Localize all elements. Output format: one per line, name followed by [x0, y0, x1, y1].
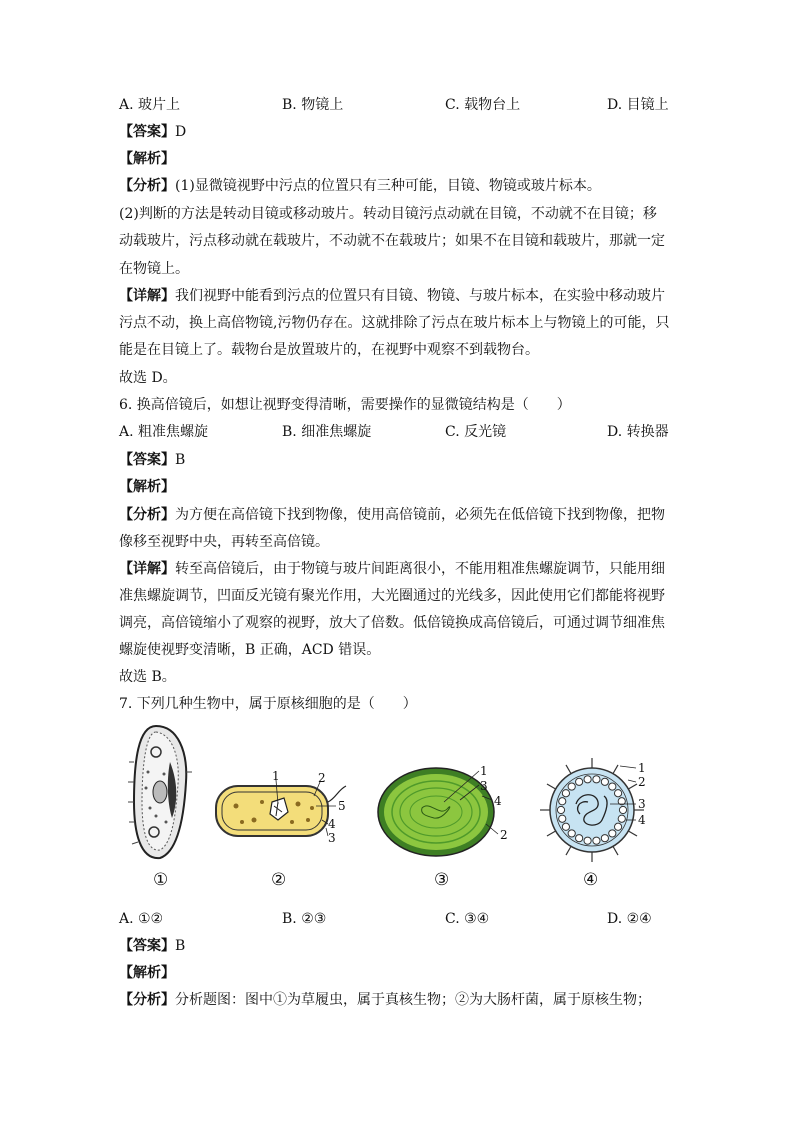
fig2-label-2: 2 — [318, 771, 326, 785]
q7-option-a: A. ①② — [119, 911, 164, 927]
xiangjie-text: 转至高倍镜后，由于物镜与玻片间距离很小，不能用粗准焦螺旋调节，只能用细 — [175, 561, 665, 577]
fenxi-label: 【分析】 — [119, 178, 175, 194]
surface-bead — [584, 837, 591, 844]
algae-cell-figure — [374, 760, 524, 860]
q5-answer — [119, 123, 186, 141]
figure-number-1: ① — [153, 870, 169, 890]
q5-option-d: D. 目镜上 — [607, 97, 669, 113]
paramecium-figure — [126, 722, 196, 862]
fenxi-text: (1)显微镜视野中污点的位置只有三种可能，目镜、物镜或玻片标本。 — [175, 178, 601, 194]
surface-bead — [609, 783, 616, 790]
xiangjie-label: 【详解】 — [119, 288, 175, 304]
q5-conclusion: 故选 D。 — [119, 370, 177, 386]
surface-bead — [559, 798, 566, 805]
surface-bead — [614, 790, 621, 797]
spike — [547, 831, 556, 836]
q6-fenxi-line-2: 像移至视野中央，再转至高倍镜。 — [119, 534, 329, 550]
q5-option-c: C. 载物台上 — [445, 97, 521, 113]
q6-xiangjie-line-2: 准焦螺旋调节，凹面反光镜有聚光作用，大光圈通过的光线多，因此使用它们都能将视野 — [119, 588, 665, 604]
fenxi-label: 【分析】 — [119, 992, 175, 1008]
fig3-label-1: 1 — [480, 764, 488, 778]
q5-fenxi-line-3: 动载玻片，污点移动就在载玻片，不动就不在载玻片；如果不在目镜和载玻片，那就一定 — [119, 233, 665, 249]
spike — [613, 846, 618, 855]
answer-value: D — [175, 124, 187, 140]
q6-xiangjie-line-3: 调亮，高倍镜缩小了观察的视野，放大了倍数。低倍镜换成高倍镜后，可通过调节细准焦 — [119, 615, 665, 631]
q7-option-c: C. ③④ — [445, 911, 490, 927]
fig3-label-3: 3 — [480, 779, 488, 793]
figure-number-3: ③ — [434, 870, 450, 890]
spike — [628, 831, 637, 836]
figure-number-2: ② — [271, 870, 287, 890]
fenxi-label: 【分析】 — [119, 507, 175, 523]
fig4-label-2: 2 — [638, 775, 646, 789]
surface-bead — [584, 776, 591, 783]
q6-conclusion: 故选 B。 — [119, 669, 176, 685]
surface-bead — [576, 778, 583, 785]
q6-option-b: B. 细准焦螺旋 — [282, 424, 372, 440]
answer-value: B — [175, 938, 186, 954]
fenxi-text: 分析题图：图中①为草履虫，属于真核生物；②为大肠杆菌，属于原核生物； — [175, 992, 651, 1008]
q6-option-c: C. 反光镜 — [445, 424, 507, 440]
q5-option-b: B. 物镜上 — [282, 97, 344, 113]
surface-bead — [557, 806, 564, 813]
q7-option-d: D. ②④ — [607, 911, 652, 927]
fenxi-text: 为方便在高倍镜下找到物像，使用高倍镜前，必须先在低倍镜下找到物像，把物 — [175, 507, 665, 523]
q6-xiangjie-line-4: 螺旋使视野变清晰，B 正确，ACD 错误。 — [119, 642, 381, 658]
spike — [628, 784, 637, 789]
fig4-label-1: 1 — [638, 761, 646, 775]
spike — [613, 765, 618, 774]
surface-bead — [618, 815, 625, 822]
q5-xiangjie-line-3: 能是在目镜上了。载物台是放置玻片的，在视野中观察不到载物台。 — [119, 342, 539, 358]
spike — [566, 765, 571, 774]
q5-fenxi-line-2: (2)判断的方法是转动目镜或移动玻片。转动目镜污点动就在目镜，不动就不在目镜；移 — [119, 206, 657, 222]
q6-analysis-label: 【解析】 — [119, 479, 175, 495]
fig2-label-5: 5 — [338, 799, 346, 813]
surface-bead — [562, 823, 569, 830]
q5-option-a: A. 玻片上 — [119, 97, 181, 113]
surface-bead — [568, 783, 575, 790]
virus-figure — [536, 756, 666, 866]
q6-answer — [119, 451, 185, 469]
surface-bead — [601, 778, 608, 785]
q7-analysis-label: 【解析】 — [119, 965, 175, 981]
fig2-label-4: 4 — [328, 817, 336, 831]
spike — [547, 784, 556, 789]
q6-xiangjie-line-1 — [119, 560, 665, 578]
surface-bead — [568, 830, 575, 837]
answer-label: 【答案】 — [119, 124, 175, 140]
q5-fenxi-line-1 — [119, 177, 601, 195]
xiangjie-text: 我们视野中能看到污点的位置只有目镜、物镜、与玻片标本，在实验中移动玻片 — [175, 288, 665, 304]
surface-bead — [593, 837, 600, 844]
surface-bead — [593, 776, 600, 783]
fig3-label-2: 2 — [500, 828, 508, 842]
q7-stem: 7. 下列几种生物中，属于原核细胞的是（ ） — [119, 696, 417, 712]
surface-bead — [562, 790, 569, 797]
surface-bead — [614, 823, 621, 830]
answer-value: B — [175, 452, 186, 468]
q5-fenxi-line-4: 在物镜上。 — [119, 261, 189, 277]
q6-option-a: A. 粗准焦螺旋 — [119, 424, 209, 440]
answer-label: 【答案】 — [119, 452, 175, 468]
q5-xiangjie-line-2: 污点不动，换上高倍物镜,污物仍存在。这就排除了污点在玻片标本上与物镜上的可能，只 — [119, 315, 670, 331]
figure-number-4: ④ — [583, 870, 599, 890]
fig3-label-4: 4 — [494, 794, 502, 808]
spike — [566, 846, 571, 855]
surface-bead — [601, 835, 608, 842]
fig4-label-3: 3 — [638, 797, 646, 811]
fig2-label-3: 3 — [328, 831, 336, 845]
surface-bead — [609, 830, 616, 837]
q7-answer — [119, 937, 185, 955]
q6-fenxi-line-1 — [119, 506, 665, 524]
q5-xiangjie-line-1 — [119, 287, 665, 305]
surface-bead — [559, 815, 566, 822]
q7-fenxi-line-1 — [119, 991, 651, 1009]
surface-bead — [619, 806, 626, 813]
xiangjie-label: 【详解】 — [119, 561, 175, 577]
fig2-label-1: 1 — [272, 769, 280, 783]
bacterium-figure — [212, 768, 358, 852]
q6-option-d: D. 转换器 — [607, 424, 669, 440]
q7-option-b: B. ②③ — [282, 911, 327, 927]
q5-analysis-label: 【解析】 — [119, 151, 175, 167]
surface-bead — [576, 835, 583, 842]
fig4-label-4: 4 — [638, 813, 646, 827]
answer-label: 【答案】 — [119, 938, 175, 954]
q6-stem: 6. 换高倍镜后，如想让视野变得清晰，需要操作的显微镜结构是（ ） — [119, 397, 571, 413]
